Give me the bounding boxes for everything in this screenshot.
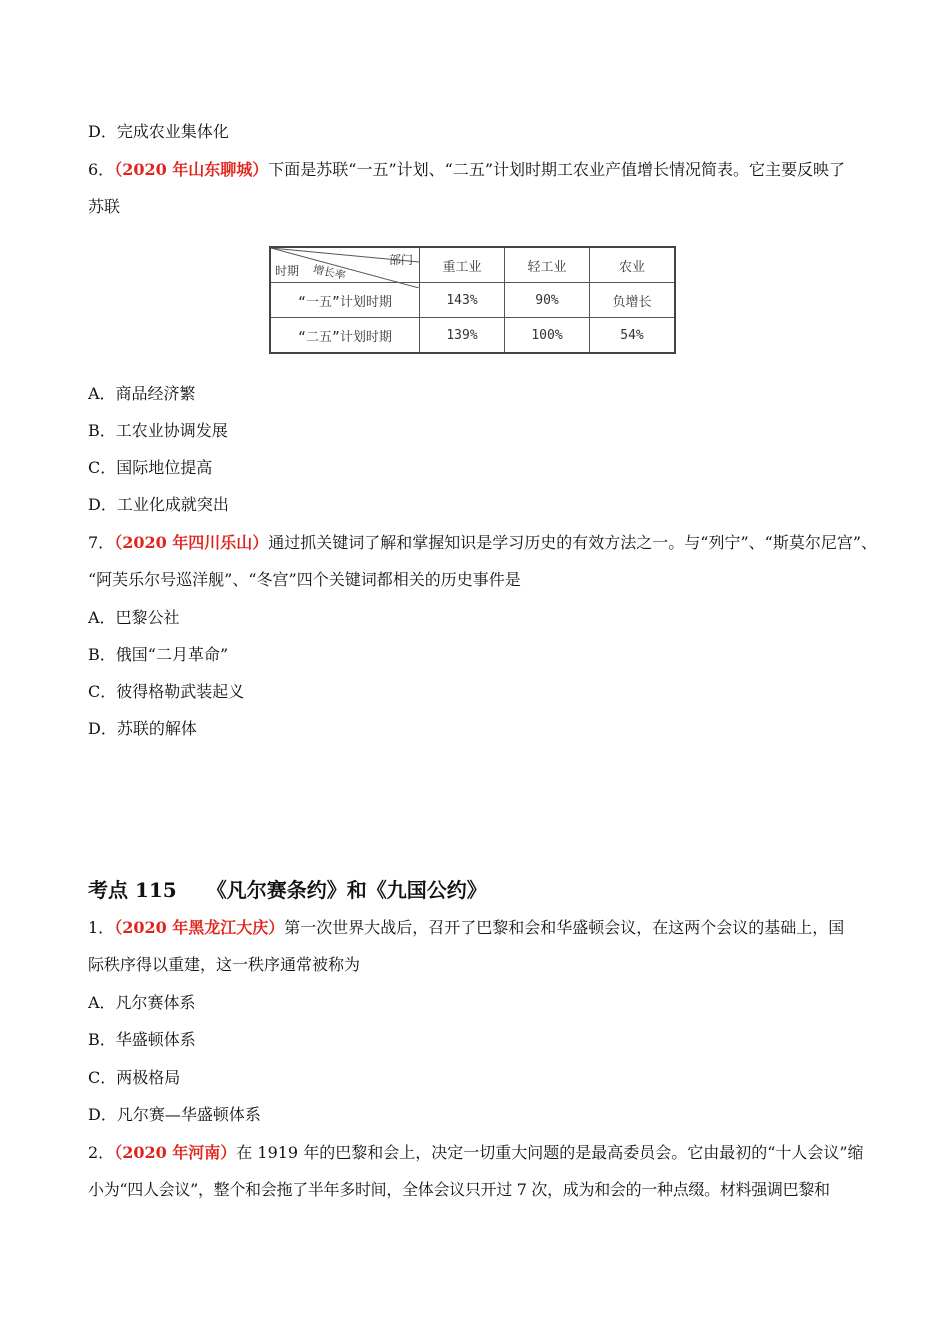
q6-stem-line2: 苏联	[88, 197, 121, 216]
s1-source: （2020 年黑龙江大庆）	[114, 918, 285, 937]
s1-number: 1．	[88, 918, 115, 937]
q7-stem-text: 通过抓关键词了解和掌握知识是学习历史的有效方法之一。与“列宁”、“斯莫尔尼宫”、	[268, 533, 878, 552]
corner-bottom-label: 时期	[275, 264, 300, 278]
s2-source: （2020 年河南）	[114, 1143, 237, 1162]
s1-stem-text: 第一次世界大战后，召开了巴黎和会和华盛顿会议，在这两个会议的基础上，国	[284, 918, 845, 937]
row-period: “二五”计划时期	[270, 318, 420, 354]
q6-number: 6．	[88, 160, 115, 179]
row-period: “一五”计划时期	[270, 283, 420, 318]
q7-source: （2020 年四川乐山）	[114, 533, 269, 552]
table-cell: 139%	[420, 318, 505, 354]
q6-source: （2020 年山东聊城）	[114, 160, 269, 179]
q7-option-c: C．彼得格勒武装起义	[88, 682, 245, 701]
s1-option-a: A．凡尔赛体系	[88, 993, 196, 1012]
q7-stem-line2: “阿芙乐尔号巡洋舰”、“冬宫”四个关键词都相关的历史事件是	[88, 570, 521, 589]
s2-number: 2．	[88, 1143, 115, 1162]
table-cell: 100%	[505, 318, 590, 354]
s1-option-c: C．两极格局	[88, 1068, 181, 1087]
table-cell: 90%	[505, 283, 590, 318]
s2-stem-text: 在 1919 年的巴黎和会上，决定一切重大问题的是最高委员会。它由最初的“十人会议”缩	[236, 1143, 864, 1162]
q7-stem-line1	[88, 533, 877, 553]
corner-top-label: 部门	[388, 253, 413, 267]
q6-option-b: B．工农业协调发展	[88, 421, 228, 440]
q7-number: 7．	[88, 533, 115, 552]
corner-mid-label: 增长率	[311, 262, 347, 283]
column-header: 重工业	[420, 247, 505, 283]
table-cell: 143%	[420, 283, 505, 318]
q6-stem-line1	[88, 160, 845, 180]
s1-stem-line2: 际秩序得以重建，这一秩序通常被称为	[88, 955, 361, 974]
section-title: 《凡尔赛条约》和《九国公约》	[206, 878, 487, 902]
column-header: 轻工业	[505, 247, 590, 283]
q6-option-d: D．工业化成就突出	[88, 495, 229, 514]
q6-stem-text: 下面是苏联“一五”计划、“二五”计划时期工农业产值增长情况简表。它主要反映了	[268, 160, 846, 179]
q7-option-a: A．巴黎公社	[88, 608, 180, 627]
s2-stem-line2: 小为“四人会议”，整个和会拖了半年多时间，全体会议只开过 7 次，成为和会的一种点缀。材料强调巴黎和	[88, 1180, 830, 1199]
section-heading	[88, 874, 487, 903]
table-corner-cell	[270, 247, 420, 283]
table-cell: 54%	[590, 318, 676, 354]
table-cell: 负增长	[590, 283, 676, 318]
q6-option-c: C．国际地位提高	[88, 458, 213, 477]
q7-option-b: B．俄国“二月革命”	[88, 645, 229, 664]
section-label: 考点 115	[88, 878, 177, 902]
s1-stem-line1	[88, 918, 844, 938]
q6-option-a: A．商品经济繁	[88, 384, 196, 403]
s1-option-d: D．凡尔赛—华盛顿体系	[88, 1105, 261, 1124]
s2-stem-line1	[88, 1143, 864, 1163]
growth-table	[269, 246, 676, 354]
table-row	[270, 318, 675, 354]
s1-option-b: B．华盛顿体系	[88, 1030, 196, 1049]
q7-option-d: D．苏联的解体	[88, 719, 197, 738]
column-header: 农业	[590, 247, 676, 283]
q5-option-d: D．完成农业集体化	[88, 122, 229, 141]
